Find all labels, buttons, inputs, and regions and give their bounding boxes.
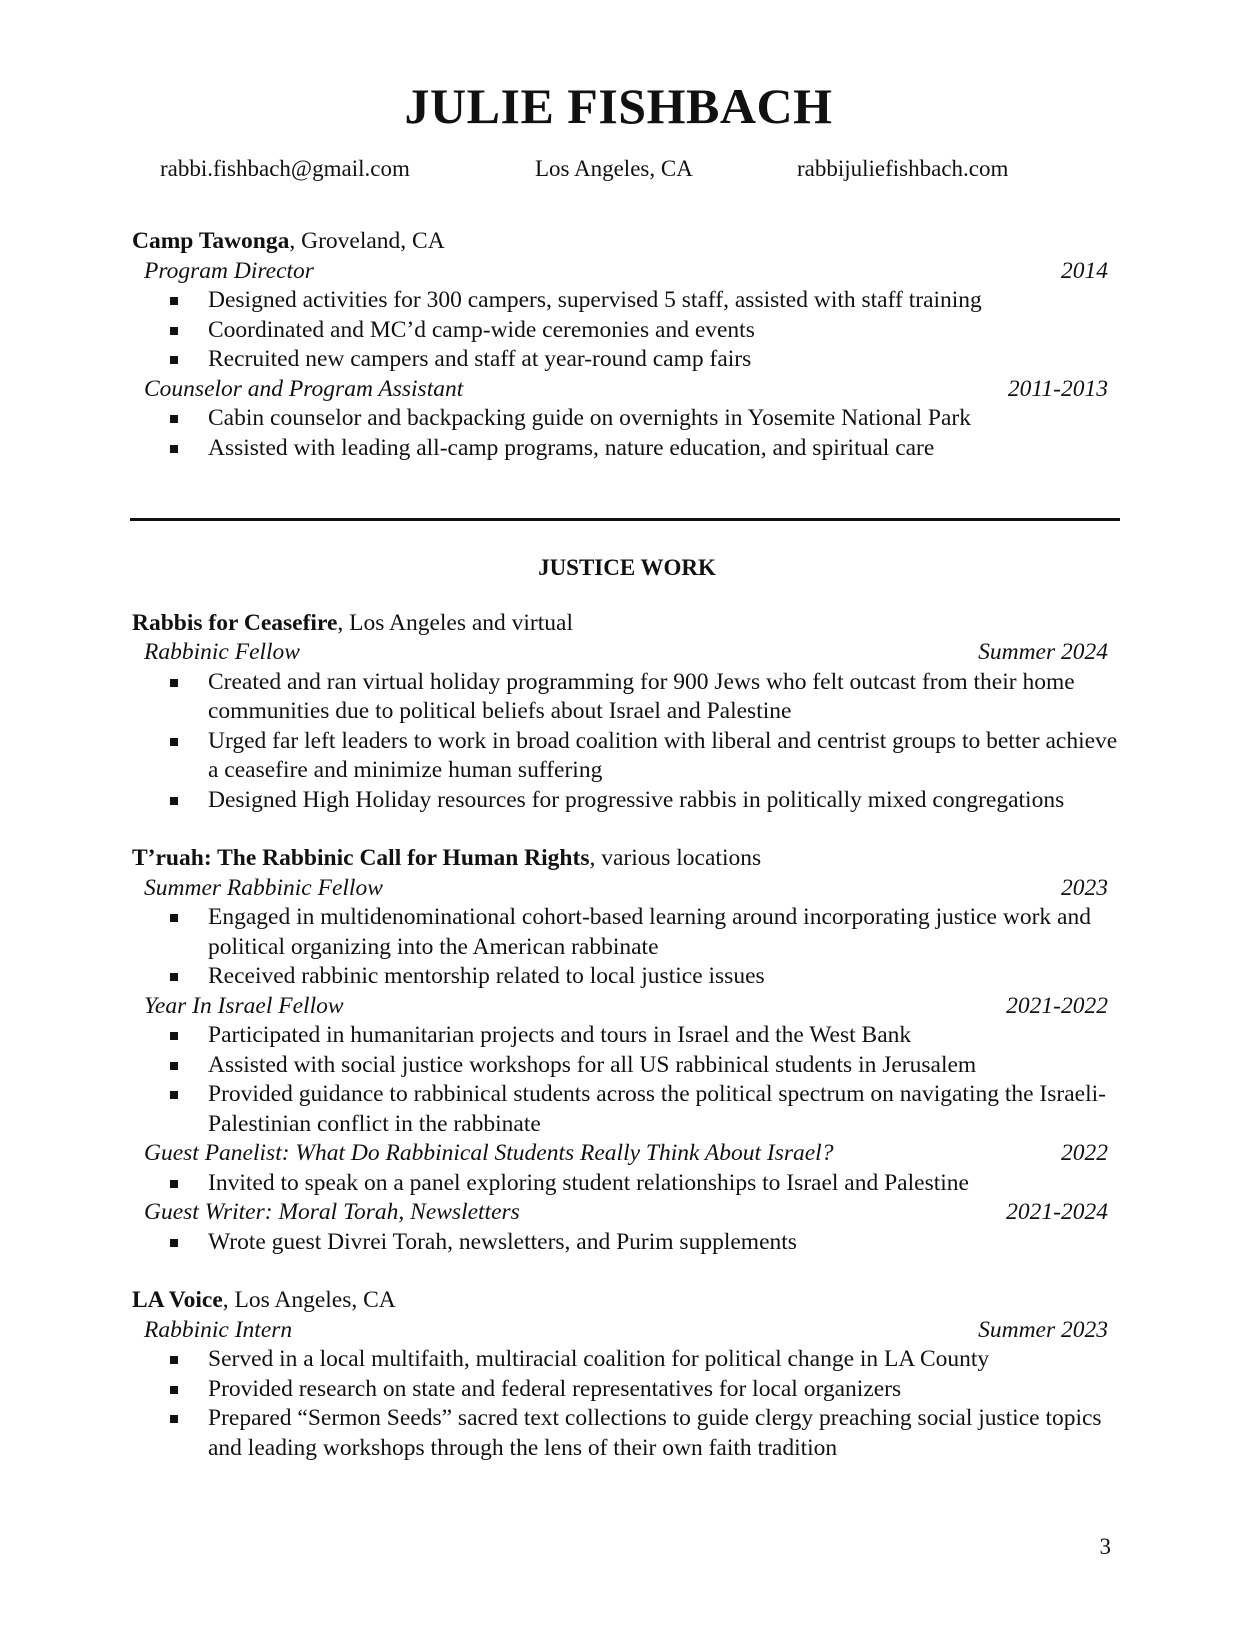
role-dates: 2023 — [1061, 874, 1108, 901]
bullet-list — [132, 404, 1122, 463]
role-title: Guest Writer: Moral Torah, Newsletters — [144, 1199, 520, 1225]
role-title: Rabbinic Intern — [144, 1316, 293, 1343]
role-row — [132, 992, 1122, 1022]
page-number: 3 — [1099, 1534, 1111, 1559]
bullet-list — [132, 1345, 1122, 1463]
role-dates: 2021-2022 — [1006, 992, 1108, 1019]
role-dates: 2021-2024 — [1006, 1199, 1108, 1225]
resume-content — [132, 227, 1122, 1463]
list-item: Recruited new campers and staff at year-round camp fairs — [208, 345, 1122, 375]
section-title: JUSTICE WORK — [538, 555, 716, 580]
bullet-list — [132, 286, 1122, 375]
bullet-icon — [170, 1356, 178, 1364]
org-heading-ceasefire: Rabbis for Ceasefire, Los Angeles and virtual — [132, 609, 573, 636]
list-item: Cabin counselor and backpacking guide on overnights in Yosemite National Park — [208, 404, 1122, 434]
list-item: Coordinated and MC’d camp-wide ceremonies and events — [208, 316, 1122, 346]
list-item: Created and ran virtual holiday programming for 900 Jews who felt outcast from their home communities due to political beliefs about Israel and Palestine — [208, 668, 1122, 727]
list-item: Prepared “Sermon Seeds” sacred text collections to guide clergy preaching social justice topics and leading workshops through the lens of their own faith tradition — [208, 1404, 1122, 1463]
role-row — [132, 1198, 1122, 1228]
candidate-name: JULIE FISHBACH — [404, 78, 833, 134]
bullet-list — [132, 668, 1122, 816]
role-dates: 2022 — [1061, 1140, 1108, 1166]
bullet-list — [132, 903, 1122, 992]
list-item: Designed activities for 300 campers, supervised 5 staff, assisted with staff training — [208, 286, 1122, 316]
role-row — [132, 874, 1122, 904]
bullet-icon — [170, 327, 178, 335]
role-title: Counselor and Program Assistant — [144, 375, 464, 402]
bullet-icon — [170, 1415, 178, 1423]
role-row — [132, 1316, 1122, 1346]
list-item: Invited to speak on a panel exploring student relationships to Israel and Palestine — [208, 1169, 1122, 1199]
bullet-icon — [170, 738, 178, 746]
bullet-icon — [170, 445, 178, 453]
list-item: Served in a local multifaith, multiracial coalition for political change in LA County — [208, 1345, 1122, 1375]
role-dates: 2014 — [1061, 257, 1108, 284]
bullet-list — [132, 1021, 1122, 1139]
bullet-icon — [170, 797, 178, 805]
bullet-icon — [170, 1062, 178, 1070]
org-heading-camp: Camp Tawonga, Groveland, CA — [132, 228, 445, 254]
role-row — [132, 1139, 1122, 1169]
bullet-icon — [170, 1091, 178, 1099]
role-row — [132, 638, 1122, 668]
role-dates: 2011-2013 — [1007, 375, 1108, 402]
bullet-list — [132, 1228, 1122, 1258]
list-item: Participated in humanitarian projects and tours in Israel and the West Bank — [208, 1021, 1122, 1051]
list-item: Assisted with social justice workshops for all US rabbinical students in Jerusalem — [208, 1051, 1122, 1081]
list-item: Assisted with leading all-camp programs, nature education, and spiritual care — [208, 434, 1122, 464]
contact-location: Los Angeles, CA — [535, 156, 693, 181]
section-divider — [130, 518, 1120, 521]
org-heading-truah: T’ruah: The Rabbinic Call for Human Rights, various locations — [132, 845, 762, 871]
role-row — [132, 375, 1122, 405]
role-row — [132, 257, 1122, 287]
role-title: Rabbinic Fellow — [144, 639, 300, 665]
list-item: Provided research on state and federal representatives for local organizers — [208, 1375, 1122, 1405]
role-title: Summer Rabbinic Fellow — [144, 874, 383, 901]
role-dates: Summer 2024 — [978, 639, 1108, 665]
role-title: Year In Israel Fellow — [144, 992, 344, 1019]
list-item: Provided guidance to rabbinical students across the political spectrum on navigating the Israeli-Palestinian conflict in the rabbinate — [208, 1080, 1122, 1139]
bullet-list — [132, 1169, 1122, 1199]
bullet-icon — [170, 297, 178, 305]
list-item: Engaged in multidenominational cohort-based learning around incorporating justice work and political organizing into the American rabbinate — [208, 903, 1122, 962]
org-heading-lavoice: LA Voice, Los Angeles, CA — [132, 1287, 396, 1313]
list-item: Urged far left leaders to work in broad coalition with liberal and centrist groups to better achieve a ceasefire and minimize human suffering — [208, 727, 1122, 786]
bullet-icon — [170, 973, 178, 981]
contact-email: rabbi.fishbach@gmail.com — [160, 156, 410, 181]
bullet-icon — [170, 415, 178, 423]
bullet-icon — [170, 356, 178, 364]
list-item: Designed High Holiday resources for progressive rabbis in politically mixed congregations — [208, 786, 1122, 816]
list-item: Received rabbinic mentorship related to local justice issues — [208, 962, 1122, 992]
contact-website: rabbijuliefishbach.com — [797, 156, 1009, 181]
bullet-icon — [170, 1180, 178, 1188]
bullet-icon — [170, 679, 178, 687]
bullet-icon — [170, 1032, 178, 1040]
bullet-icon — [170, 1386, 178, 1394]
role-title: Guest Panelist: What Do Rabbinical Students Really Think About Israel? — [144, 1140, 834, 1166]
bullet-icon — [170, 1239, 178, 1247]
bullet-icon — [170, 914, 178, 922]
role-title: Program Director — [144, 257, 314, 284]
list-item: Wrote guest Divrei Torah, newsletters, and Purim supplements — [208, 1228, 1122, 1258]
role-dates: Summer 2023 — [978, 1316, 1108, 1343]
